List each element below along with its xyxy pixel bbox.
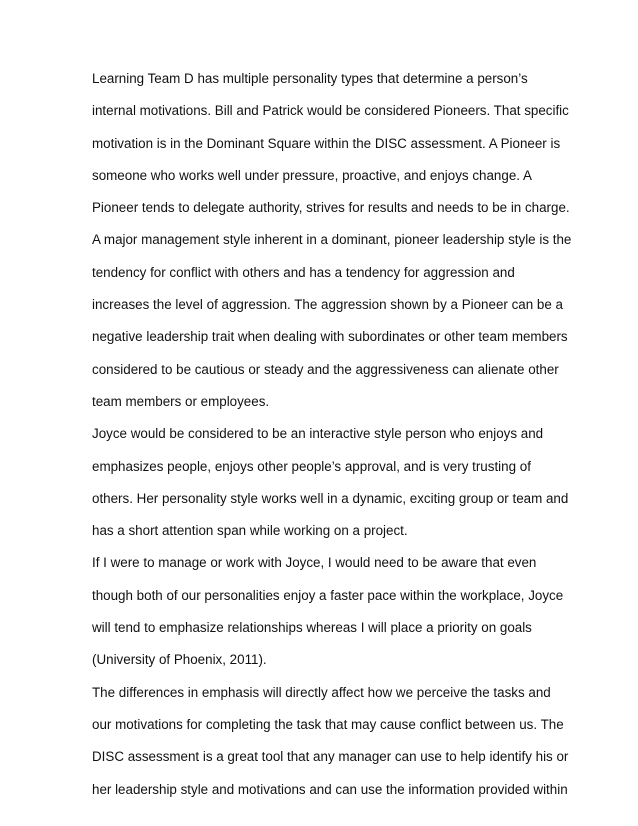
text-line: others. Her personality style works well in a dynamic, exciting group or team and xyxy=(92,490,569,506)
text-line: our motivations for completing the task that may cause conflict between us. The xyxy=(92,716,564,732)
body-text xyxy=(92,70,572,813)
text-line: The differences in emphasis will directly affect how we perceive the tasks and xyxy=(92,684,551,700)
text-line: someone who works well under pressure, proactive, and enjoys change. A xyxy=(92,167,532,183)
text-line: increases the level of aggression. The aggression shown by a Pioneer can be a xyxy=(92,297,563,313)
text-line: negative leadership trait when dealing with subordinates or other team members xyxy=(92,329,568,345)
text-line: (University of Phoenix, 2011). xyxy=(92,652,267,668)
text-line: If I were to manage or work with Joyce, I would need to be aware that even xyxy=(92,555,537,571)
text-line: considered to be cautious or steady and the aggressiveness can alienate other xyxy=(92,361,559,377)
text-line: tendency for conflict with others and has a tendency for aggression and xyxy=(92,264,515,280)
text-line: her leadership style and motivations and can use the information provided within xyxy=(92,781,568,797)
text-line: A major management style inherent in a dominant, pioneer leadership style is the xyxy=(92,232,572,248)
text-line: will tend to emphasize relationships whereas I will place a priority on goals xyxy=(92,620,532,636)
text-line: Pioneer tends to delegate authority, strives for results and needs to be in charge. xyxy=(92,200,570,216)
text-line: though both of our personalities enjoy a faster pace within the workplace, Joyce xyxy=(92,587,564,603)
text-line: DISC assessment is a great tool that any manager can use to help identify his or xyxy=(92,749,569,765)
text-line: motivation is in the Dominant Square within the DISC assessment. A Pioneer is xyxy=(92,135,561,151)
text-line: Learning Team D has multiple personality types that determine a person’s xyxy=(92,71,528,86)
text-line: Joyce would be considered to be an interactive style person who enjoys and xyxy=(92,426,544,442)
text-line: emphasizes people, enjoys other people’s approval, and is very trusting of xyxy=(92,458,531,474)
text-line: has a short attention span while working on a project. xyxy=(92,523,408,539)
text-line: team members or employees. xyxy=(92,393,270,409)
text-line: internal motivations. Bill and Patrick would be considered Pioneers. That specific xyxy=(92,103,569,119)
